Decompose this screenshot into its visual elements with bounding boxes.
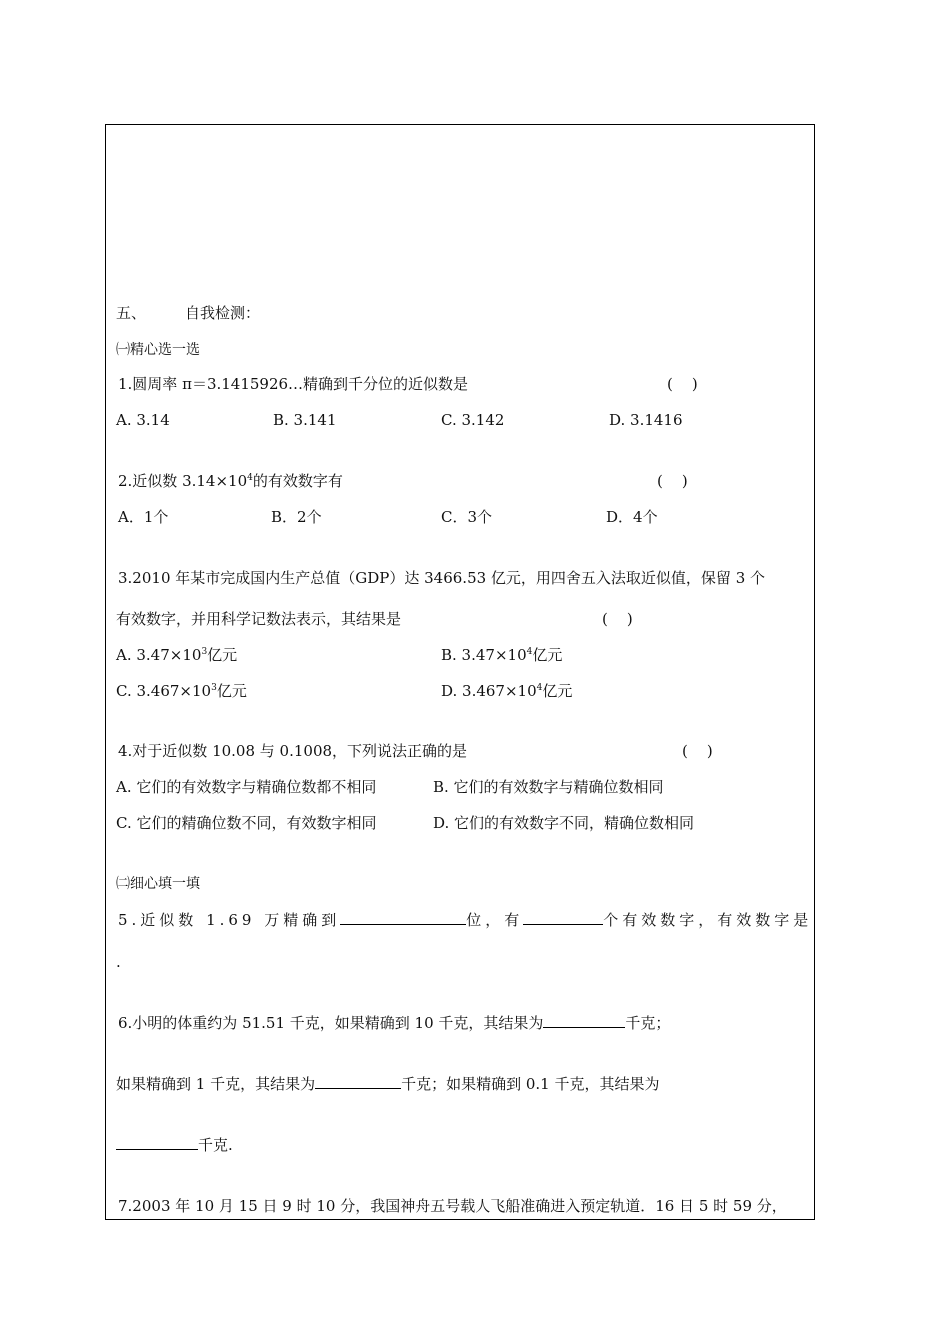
q2-text-b: 的有效数字有: [252, 472, 343, 490]
q7-text: 7.2003 年 10 月 15 日 9 时 10 分，我国神舟五号载人飞船准确进入预定轨道．16 日 5 时 59 分，: [118, 1197, 787, 1215]
q4-answer-paren: ( ): [682, 742, 713, 760]
q5-blank-count[interactable]: [523, 910, 603, 925]
q3-option-c: C. $3.467\times 10^3$亿元: [116, 682, 247, 700]
q2-text: [118, 471, 343, 491]
q2-option-b: B．2个: [271, 508, 322, 526]
section-title: 自我检测：: [185, 304, 261, 322]
q1-option-d: D. 3.1416: [609, 411, 683, 429]
q5-line2: .: [116, 953, 121, 971]
q4-option-a: A. 它们的有效数字与精确位数都不相同: [116, 778, 377, 796]
q3-option-b: B. $3.47\times 10^4$亿元: [441, 646, 563, 664]
q1-text: 1.圆周率 π＝3.1415926…精确到千分位的近似数是: [118, 375, 469, 393]
q2-option-c: C．3个: [441, 508, 493, 526]
q1-option-c: C. 3.142: [441, 411, 505, 429]
q6-line1: 6.小明的体重约为 51.51 千克，如果精确到 10 千克，其结果为 千克；: [118, 1014, 671, 1032]
q4-text: 4.对于近似数 10.08 与 0.1008，下列说法正确的是: [118, 742, 468, 760]
q2-text-a: 2.近似数 3.14×10: [118, 472, 248, 490]
q6-blank-0-1kg[interactable]: [116, 1135, 198, 1150]
section-number: 五、: [116, 304, 147, 322]
q3-line2: 有效数字，并用科学记数法表示，其结果是: [116, 610, 402, 628]
q6-line2: 如果精确到 1 千克，其结果为 千克；如果精确到 0.1 千克，其结果为: [116, 1075, 660, 1093]
q3-answer-paren: ( ): [602, 610, 633, 628]
q4-option-c: C. 它们的精确位数不同，有效数字相同: [116, 814, 377, 832]
q2-option-d: D．4个: [606, 508, 658, 526]
q6-blank-1kg[interactable]: [315, 1074, 401, 1089]
q5-blank-place[interactable]: [340, 910, 466, 925]
q4-option-b: B. 它们的有效数字与精确位数相同: [433, 778, 664, 796]
q3-line1: 3.2010 年某市完成国内生产总值（GDP）达 3466.53 亿元，用四舍五入法取近似值，保留 3 个: [118, 569, 766, 587]
q6-blank-10kg[interactable]: [543, 1013, 625, 1028]
q4-option-d: D. 它们的有效数字不同，精确位数相同: [433, 814, 695, 832]
q2-exponent: 4: [247, 473, 253, 483]
q1-option-b: B. 3.141: [273, 411, 337, 429]
q3-option-d: D. $3.467\times 10^4$亿元: [441, 682, 573, 700]
q2-option-a: A．1个: [118, 508, 169, 526]
q1-option-a: A. 3.14: [116, 411, 170, 429]
q5-line1: 5.近似数 1.69 万精确到 位，有 个有效数字，有效数字是: [118, 911, 813, 929]
part2-heading: ㈡细心填一填: [116, 876, 200, 892]
q1-answer-paren: ( ): [667, 375, 698, 393]
q3-option-a: A. $3.47\times 10^3$亿元: [116, 646, 238, 664]
q6-line3: 千克.: [116, 1135, 233, 1155]
worksheet-frame: [105, 124, 815, 1220]
q2-answer-paren: ( ): [657, 472, 688, 490]
part1-heading: ㈠精心选一选: [116, 342, 200, 358]
